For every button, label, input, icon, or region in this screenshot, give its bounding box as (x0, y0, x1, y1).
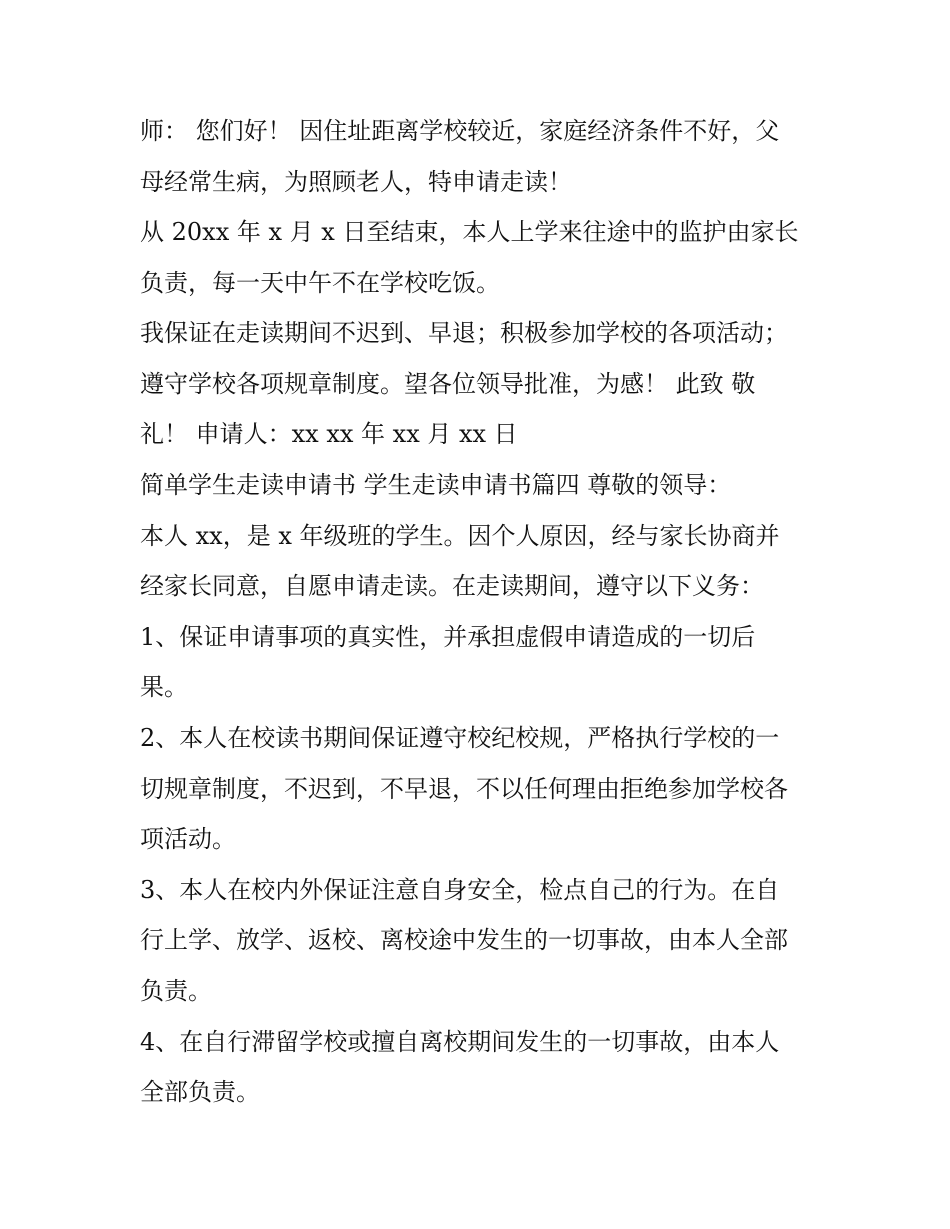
text-line: 2、本人在校读书期间保证遵守校纪校规，严格执行学校的一 (140, 724, 780, 752)
text-line: 切规章制度，不迟到，不早退，不以任何理由拒绝参加学校各 (140, 775, 788, 803)
text-line: 负责。 (140, 977, 212, 1005)
text-line: 4、在自行滞留学校或擅自离校期间发生的一切事故，由本人 (140, 1028, 780, 1056)
text-line: 本人 xx，是 x 年级班的学生。因个人原因，经与家长协商并 (140, 522, 780, 550)
text-line: 3、本人在校内外保证注意自身安全，检点自己的行为。在自 (140, 876, 780, 904)
text-line: 我保证在走读期间不迟到、早退；积极参加学校的各项活动； (140, 319, 788, 347)
text-line: 母经常生病，为照顾老人，特申请走读！ (140, 168, 572, 196)
text-line: 从 20xx 年 x 月 x 日至结束，本人上学来往途中的监护由家长 (140, 218, 799, 246)
text-line: 经家长同意，自愿申请走读。在走读期间，遵守以下义务： (140, 572, 764, 600)
text-line: 礼！ 申请人：xx xx 年 xx 月 xx 日 (140, 420, 518, 448)
text-line: 果。 (140, 673, 188, 701)
text-line: 全部负责。 (140, 1078, 260, 1106)
text-line: 简单学生走读申请书 学生走读申请书篇四 尊敬的领导： (140, 471, 732, 499)
text-line: 遵守学校各项规章制度。望各位领导批准，为感！ 此致 敬 (140, 370, 756, 398)
text-line: 师： 您们好！ 因住址距离学校较近，家庭经济条件不好，父 (140, 117, 780, 145)
text-line: 项活动。 (140, 825, 236, 853)
text-line: 行上学、放学、返校、离校途中发生的一切事故，由本人全部 (140, 926, 788, 954)
text-line: 负责，每一天中午不在学校吃饭。 (140, 269, 500, 297)
text-line: 1、保证申请事项的真实性，并承担虚假申请造成的一切后 (140, 623, 756, 651)
